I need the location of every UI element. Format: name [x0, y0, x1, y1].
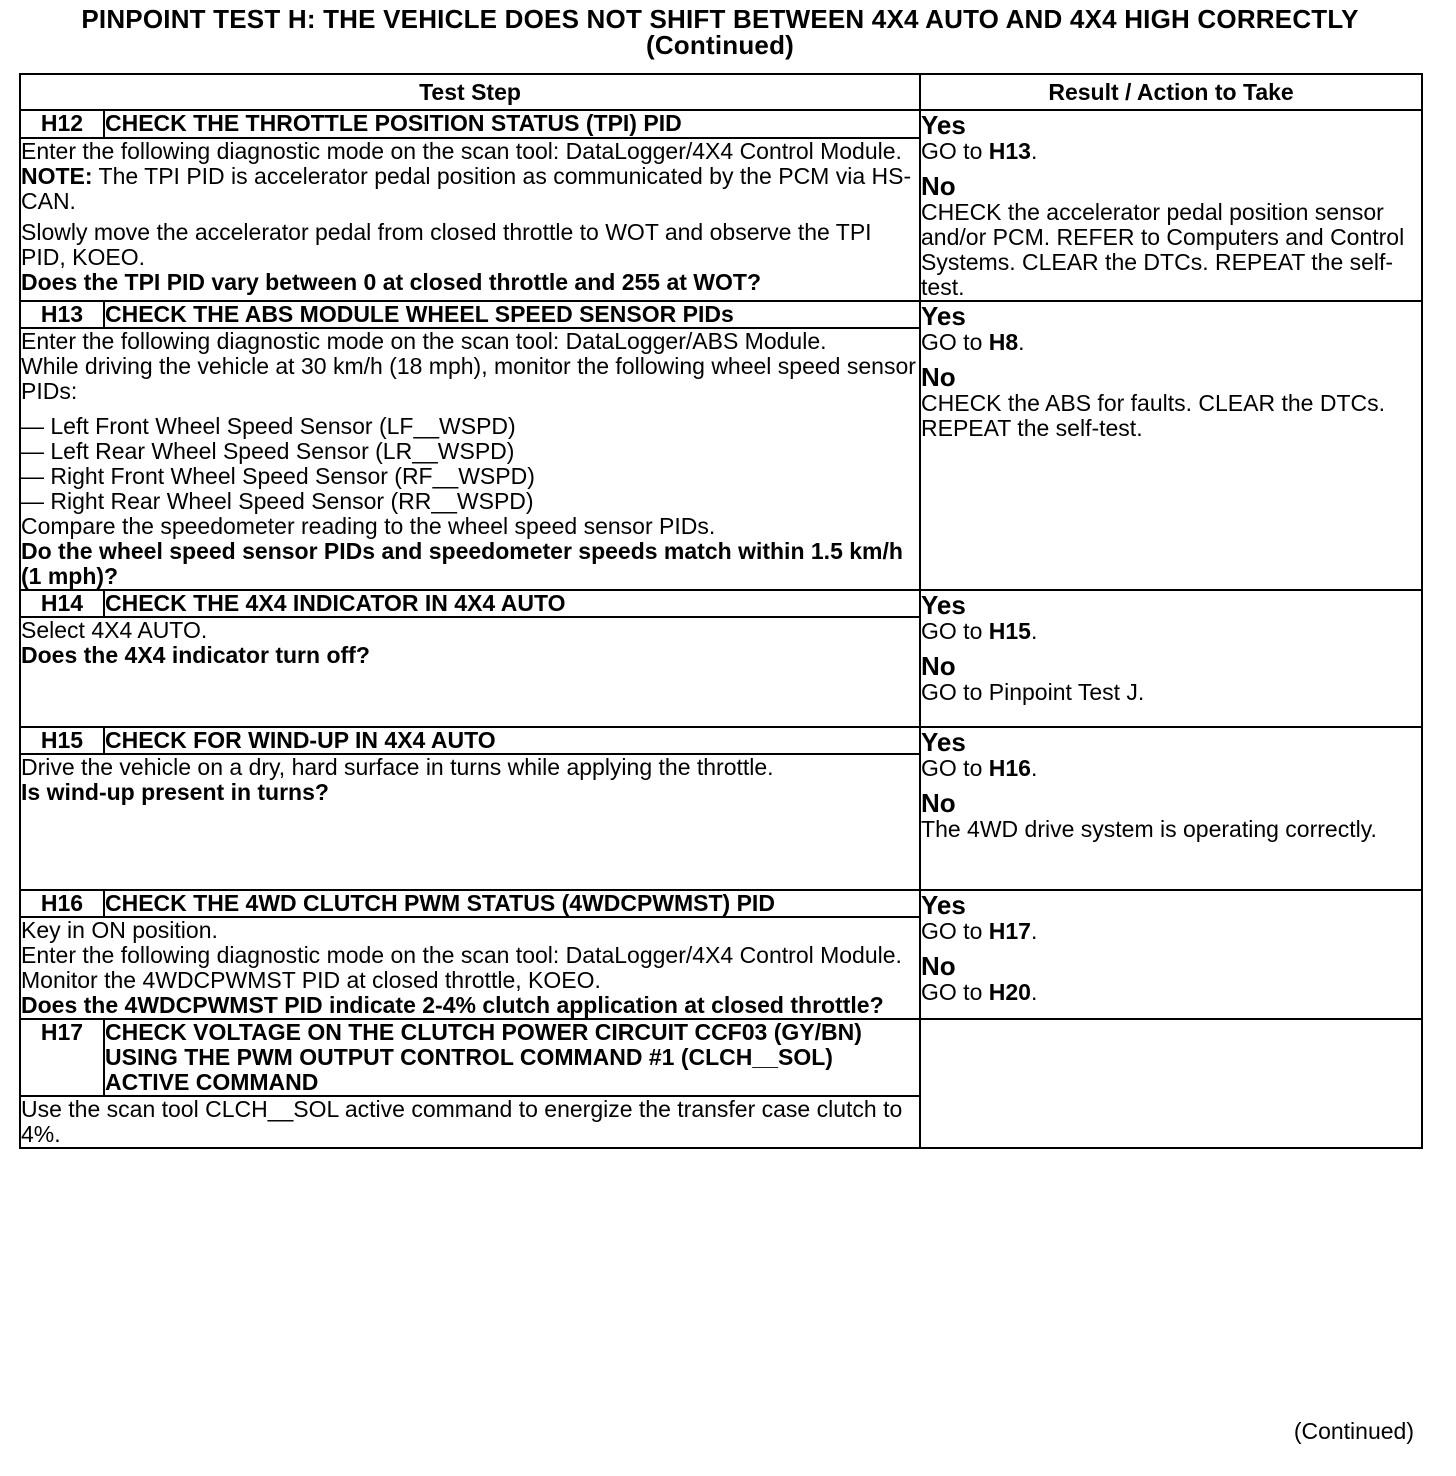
result-no-action: CHECK the ABS for faults. CLEAR the DTCs. REPEAT the self-test. — [921, 390, 1386, 441]
result-yes-action: GO to H16. — [921, 755, 1038, 781]
step-heading: CHECK FOR WIND-UP IN 4X4 AUTO — [104, 727, 920, 754]
step-id: H17 — [20, 1019, 104, 1096]
result-yes-label: Yes — [921, 727, 966, 757]
step-h14-result — [920, 590, 1422, 727]
wheel-speed-pid-list — [21, 414, 919, 514]
list-item: • Enter the following diagnostic mode on the scan tool: DataLogger/ABS Module. — [21, 329, 919, 354]
header-result: Result / Action to Take — [920, 74, 1422, 110]
step-h14-heading-row — [20, 590, 1422, 617]
title-continued: (Continued) — [645, 30, 795, 60]
list-item: • Monitor the 4WDCPWMST PID at closed throttle, KOEO. — [21, 968, 919, 993]
result-no-action: The 4WD drive system is operating correctly. — [921, 816, 1377, 842]
result-no-label: No — [921, 651, 956, 681]
list-item: • Enter the following diagnostic mode on the scan tool: DataLogger/4X4 Control Module. — [21, 139, 919, 164]
step-id: H14 — [20, 590, 104, 617]
list-item: • Drive the vehicle on a dry, hard surface in turns while applying the throttle. — [21, 755, 919, 780]
result-no-label: No — [921, 788, 956, 818]
list-item: • Select 4X4 AUTO. — [21, 618, 919, 643]
result-yes-action: GO to H17. — [921, 918, 1038, 944]
result-no-action: GO to H20. — [921, 979, 1038, 1005]
result-yes-action: GO to H15. — [921, 618, 1038, 644]
list-item: • — Left Front Wheel Speed Sensor (LF__WSPD) — [21, 414, 919, 439]
list-item: • — Right Rear Wheel Speed Sensor (RR__WSPD) — [21, 489, 919, 514]
step-body — [20, 917, 920, 1019]
list-item-question: • Does the 4WDCPWMST PID indicate 2-4% clutch application at closed throttle? — [21, 993, 919, 1018]
step-h12-result — [920, 110, 1422, 301]
step-h16-result — [920, 890, 1422, 1019]
result-no-label: No — [921, 951, 956, 981]
result-no-action: CHECK the accelerator pedal position sensor and/or PCM. REFER to Computers and Control Systems. CLEAR the DTCs. REPEAT the self-test. — [921, 199, 1405, 300]
step-heading: CHECK THE 4WD CLUTCH PWM STATUS (4WDCPWMST) PID — [104, 890, 920, 917]
list-item: • — Right Front Wheel Speed Sensor (RF__WSPD) — [21, 464, 919, 489]
list-item-question: • Is wind-up present in turns? — [21, 780, 919, 805]
step-h15-heading-row — [20, 727, 1422, 754]
page-title — [0, 6, 1440, 58]
list-item: • — Left Rear Wheel Speed Sensor (LR__WSPD) — [21, 439, 919, 464]
step-h16-heading-row — [20, 890, 1422, 917]
header-test-step: Test Step — [20, 74, 920, 110]
list-item: • Enter the following diagnostic mode on the scan tool: DataLogger/4X4 Control Module. — [21, 943, 919, 968]
result-yes-action: GO to H8. — [921, 329, 1025, 355]
result-yes-label: Yes — [921, 890, 966, 920]
step-heading: CHECK VOLTAGE ON THE CLUTCH POWER CIRCUIT CCF03 (GY/BN) USING THE PWM OUTPUT CONTROL COMMAND #1 (CLCH__SOL) ACTIVE COMMAND — [104, 1019, 920, 1096]
step-h15-result — [920, 727, 1422, 890]
list-item-question: • Do the wheel speed sensor PIDs and speedometer speeds match within 1.5 km/h (1 mph)? — [21, 539, 919, 589]
step-body — [20, 617, 920, 727]
list-item-question: • Does the TPI PID vary between 0 at closed throttle and 255 at WOT? — [21, 270, 919, 295]
list-item: • While driving the vehicle at 30 km/h (18 mph), monitor the following wheel speed sensor PIDs: • — Left Front Wheel Speed Sensor (LF__WSPD) • — Left Rear Wheel Speed Sensor (LR__WSPD) • — Right Front Wheel Speed Sensor (RF__WSPD) • — Right Rear Wheel Speed Sensor (RR__WSPD) — [21, 354, 919, 514]
step-heading: CHECK THE 4X4 INDICATOR IN 4X4 AUTO — [104, 590, 920, 617]
result-yes-label: Yes — [921, 301, 966, 331]
title-main: PINPOINT TEST H: THE VEHICLE DOES NOT SHIFT BETWEEN 4X4 AUTO AND 4X4 HIGH CORRECTLY — [81, 4, 1359, 34]
list-item-continuation: Slowly move the accelerator pedal from closed throttle to WOT and observe the TPI PID, KOEO. — [21, 218, 872, 270]
step-id: H15 — [20, 727, 104, 754]
step-body — [20, 1096, 920, 1148]
step-h13-result — [920, 301, 1422, 590]
step-id: H13 — [20, 301, 104, 328]
list-item: • NOTE: The TPI PID is accelerator pedal position as communicated by the PCM via HS-CAN. — [21, 164, 919, 214]
continued-footer: (Continued) — [1293, 1418, 1414, 1444]
list-item: • Use the scan tool CLCH__SOL active command to energize the transfer case clutch to 4%. — [21, 1097, 919, 1147]
step-body — [20, 328, 920, 590]
result-yes-action: GO to H13. — [921, 138, 1038, 164]
step-id: H12 — [20, 110, 104, 138]
pinpoint-test-table — [19, 73, 1423, 1149]
result-no-label: No — [921, 171, 956, 201]
result-no-action: GO to Pinpoint Test J. — [921, 679, 1145, 705]
table-header-row — [20, 74, 1422, 110]
result-yes-label: Yes — [921, 590, 966, 620]
step-heading: CHECK THE THROTTLE POSITION STATUS (TPI) PID — [104, 110, 920, 138]
step-h17-heading-row — [20, 1019, 1422, 1096]
step-id: H16 — [20, 890, 104, 917]
result-no-label: No — [921, 362, 956, 392]
list-item: • Key in ON position. — [21, 918, 919, 943]
step-h13-heading-row — [20, 301, 1422, 328]
result-yes-label: Yes — [921, 110, 966, 140]
step-body — [20, 754, 920, 890]
list-item: • Compare the speedometer reading to the wheel speed sensor PIDs. — [21, 514, 919, 539]
step-body — [20, 138, 920, 301]
step-heading: CHECK THE ABS MODULE WHEEL SPEED SENSOR PIDs — [104, 301, 920, 328]
step-h17-result — [920, 1019, 1422, 1148]
list-item-question: • Does the 4X4 indicator turn off? — [21, 643, 919, 668]
step-h12-heading-row — [20, 110, 1422, 138]
